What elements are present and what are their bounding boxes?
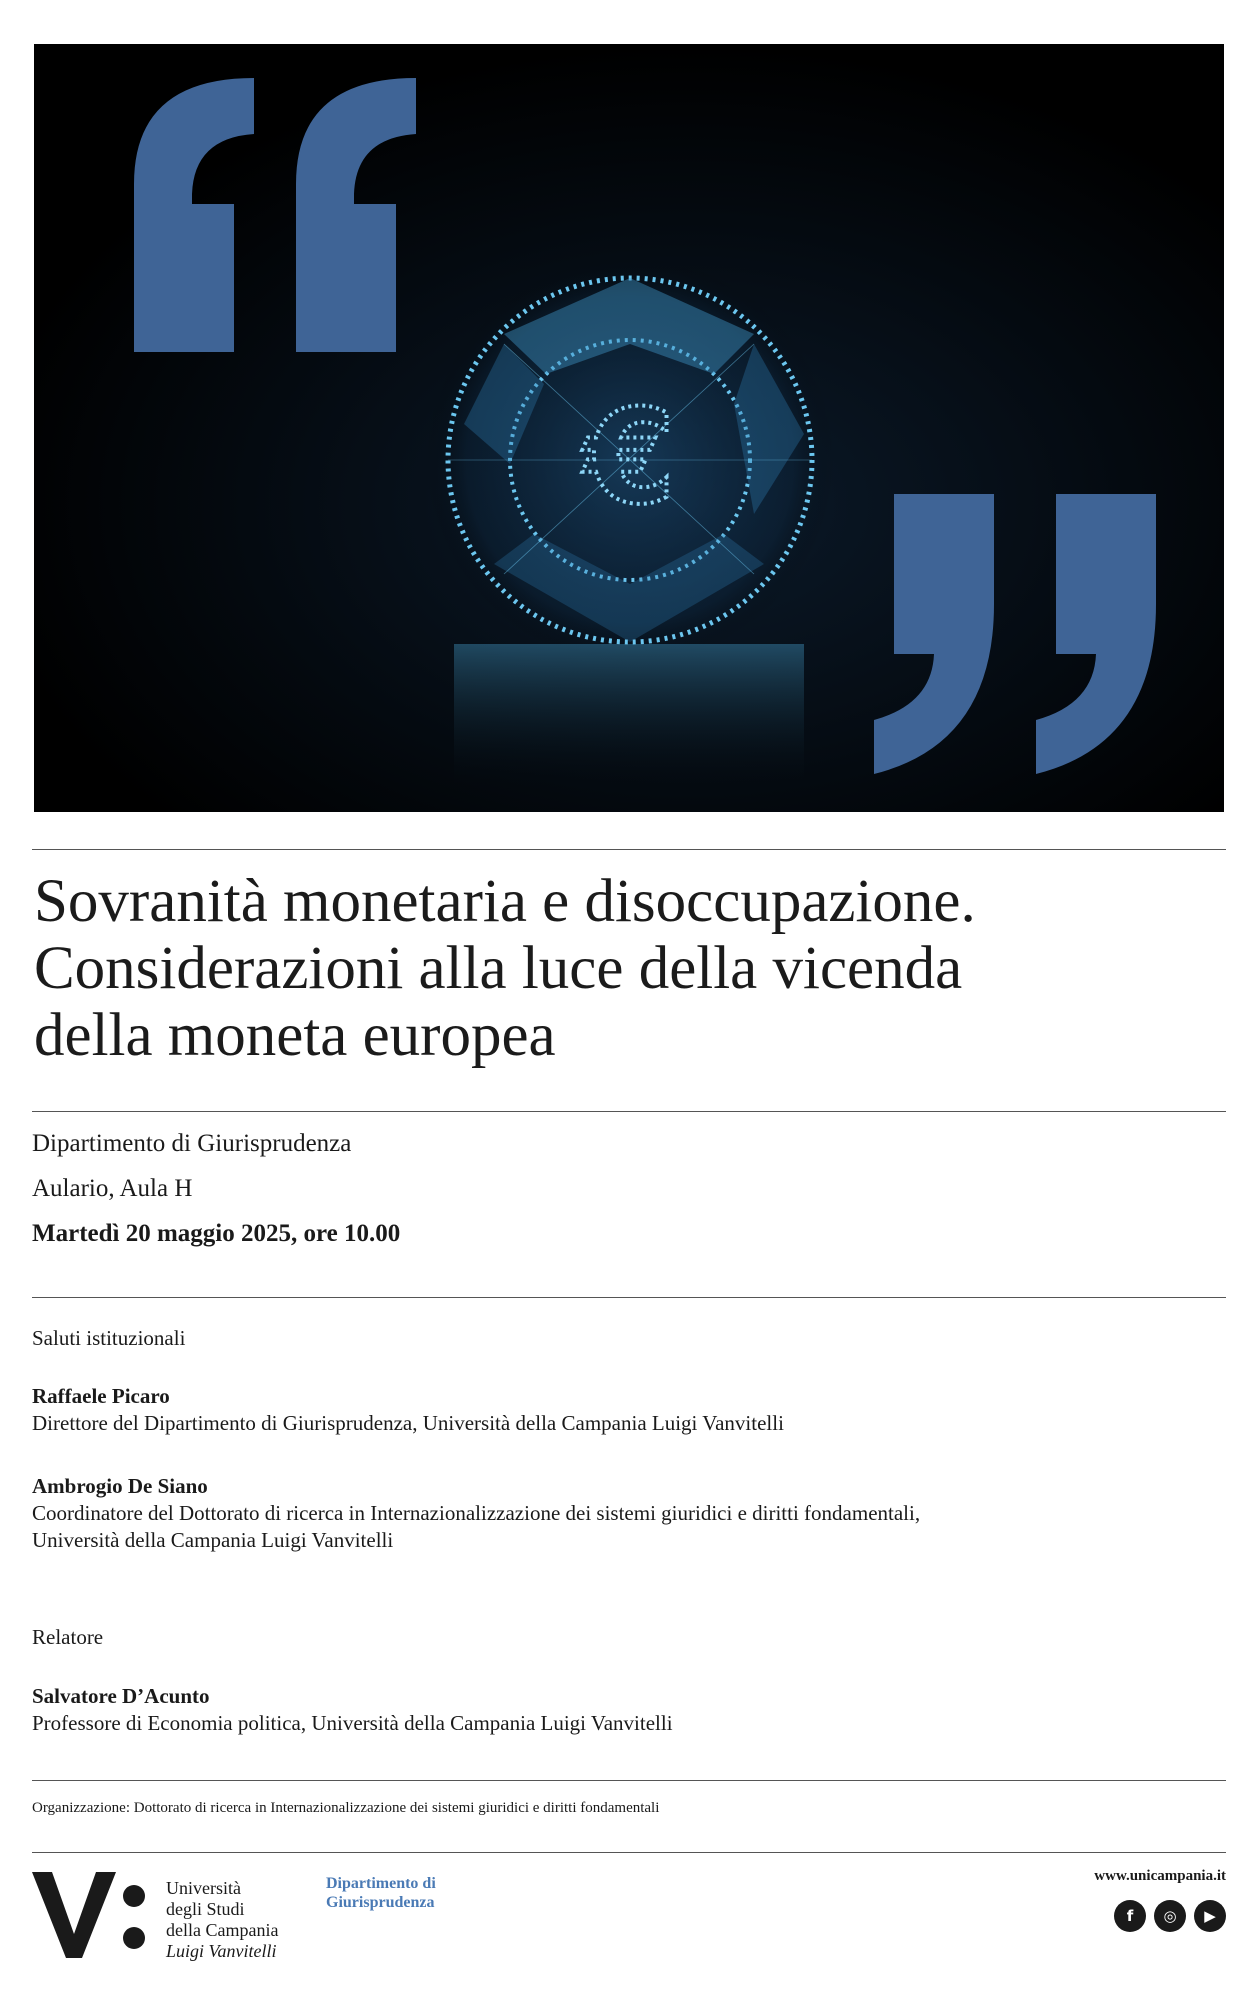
event-datetime: Martedì 20 maggio 2025, ore 10.00 xyxy=(32,1220,401,1247)
instagram-icon[interactable]: ◎ xyxy=(1154,1900,1186,1932)
hero-image xyxy=(34,44,1224,812)
speaker-name: Salvatore D’Acunto xyxy=(32,1684,210,1708)
university-line: della Campania xyxy=(166,1920,279,1940)
university-name xyxy=(166,1878,278,1962)
facebook-icon[interactable]: f xyxy=(1114,1900,1146,1932)
euro-coin-graphic xyxy=(425,255,835,794)
university-line: degli Studi xyxy=(166,1899,245,1919)
social-links xyxy=(1114,1900,1226,1932)
person-name: Raffaele Picaro xyxy=(32,1384,170,1408)
divider xyxy=(32,1297,1226,1298)
divider xyxy=(32,1111,1226,1112)
department-line: Dipartimento di xyxy=(326,1875,436,1892)
event-location: Aulario, Aula H xyxy=(32,1175,193,1202)
speaker-role: Professore di Economia politica, Università della Campania Luigi Vanvitelli xyxy=(32,1711,673,1735)
greetings-label: Saluti istituzionali xyxy=(32,1326,186,1350)
divider xyxy=(32,849,1226,850)
title-line: Considerazioni alla luce della vicenda xyxy=(34,935,963,1002)
university-logo xyxy=(32,1872,152,1963)
event-department: Dipartimento di Giurisprudenza xyxy=(32,1130,352,1157)
organization-note: Organizzazione: Dottorato di ricerca in Internazionalizzazione dei sistemi giuridici e diritti fondamentali xyxy=(32,1800,660,1816)
youtube-icon[interactable]: ▶ xyxy=(1194,1900,1226,1932)
university-line: Università xyxy=(166,1878,241,1898)
department-line: Giurisprudenza xyxy=(326,1894,435,1911)
divider xyxy=(32,1780,1226,1781)
person-role: Università della Campania Luigi Vanvitelli xyxy=(32,1528,394,1552)
person-role: Direttore del Dipartimento di Giurisprudenza, Università della Campania Luigi Vanvitelli xyxy=(32,1411,784,1435)
title-line: della moneta europea xyxy=(34,1002,556,1069)
greeting-person xyxy=(32,1473,920,1554)
divider xyxy=(32,1852,1226,1853)
speaker-label: Relatore xyxy=(32,1625,104,1649)
university-line-italic: Luigi Vanvitelli xyxy=(166,1941,277,1961)
speaker-person xyxy=(32,1683,673,1737)
department-name xyxy=(326,1874,436,1912)
person-role: Coordinatore del Dottorato di ricerca in Internazionalizzazione dei sistemi giuridici e diritti fondamentali, xyxy=(32,1501,921,1525)
event-title xyxy=(34,868,1184,1069)
svg-text:€: € xyxy=(584,381,676,533)
greeting-person xyxy=(32,1383,784,1437)
website-link[interactable]: www.unicampania.it xyxy=(1094,1868,1226,1884)
person-name: Ambrogio De Siano xyxy=(32,1474,208,1498)
title-line: Sovranità monetaria e disoccupazione. xyxy=(34,868,976,935)
